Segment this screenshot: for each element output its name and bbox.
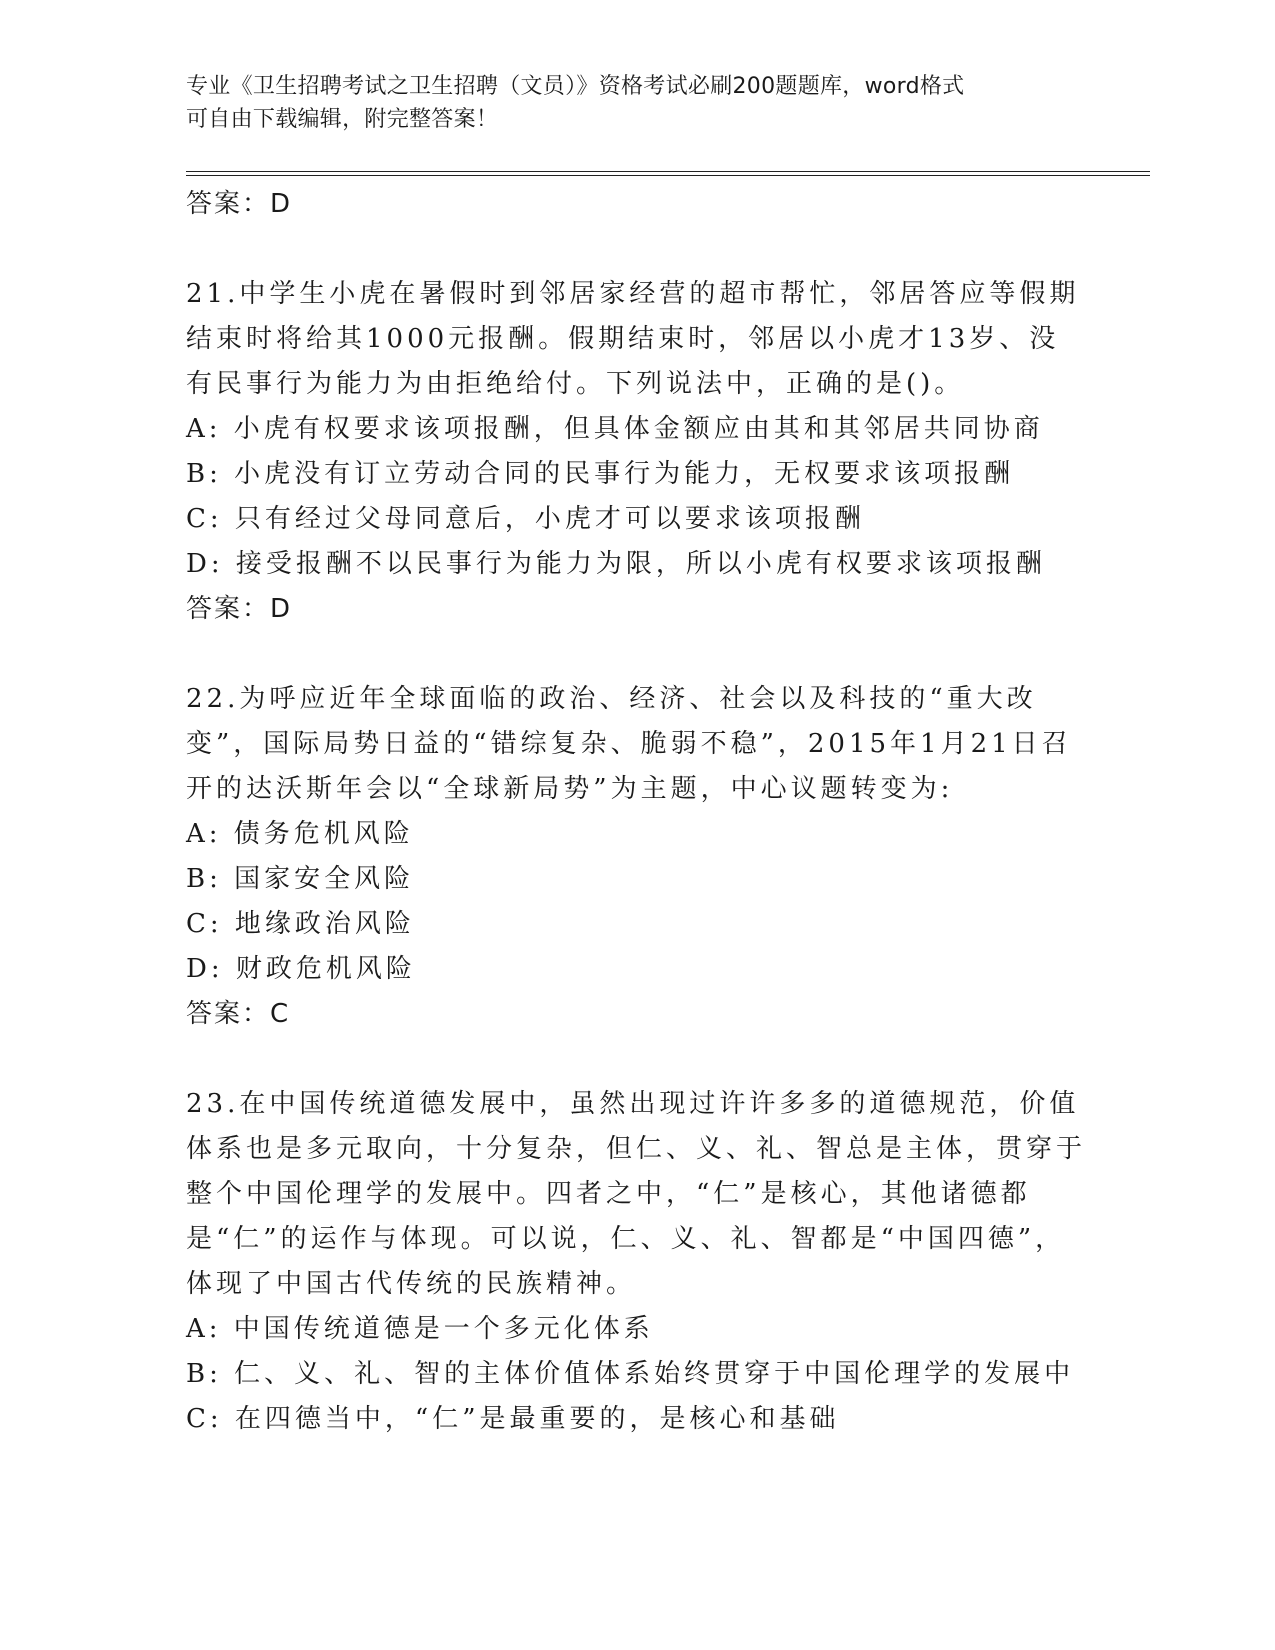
option-a: A: 债务危机风险 — [186, 819, 414, 849]
previous-answer: 答案：D — [186, 189, 293, 219]
document-header — [186, 70, 1066, 136]
question-21 — [186, 272, 1146, 632]
answer-line: 答案：C — [186, 999, 291, 1029]
option-c: C: 只有经过父母同意后，小虎才可以要求该项报酬 — [186, 504, 865, 534]
header-line-2: 可自由下载编辑，附完整答案！ — [186, 107, 499, 132]
question-23 — [186, 1082, 1146, 1442]
answer-line: 答案：D — [186, 594, 293, 624]
option-d: D: 接受报酬不以民事行为能力为限，所以小虎有权要求该项报酬 — [186, 549, 1046, 579]
header-line-1: 专业《卫生招聘考试之卫生招聘（文员）》资格考试必刷200题题库，word格式 — [186, 74, 965, 99]
question-22 — [186, 677, 1146, 1037]
option-a: A: 中国传统道德是一个多元化体系 — [186, 1314, 654, 1344]
header-divider — [186, 171, 1150, 176]
option-b: B: 国家安全风险 — [186, 864, 415, 894]
question-stem: 22.为呼应近年全球面临的政治、经济、社会以及科技的“重大改变”，国际局势日益的“错综复杂、脆弱不稳”，2015年1月21日召开的达沃斯年会以“全球新局势”为主题，中心议题转变为: — [186, 684, 1072, 804]
option-d: D: 财政危机风险 — [186, 954, 416, 984]
question-stem: 21.中学生小虎在暑假时到邻居家经营的超市帮忙，邻居答应等假期结束时将给其1000元报酬。假期结束时，邻居以小虎才13岁、没有民事行为能力为由拒绝给付。下列说法中，正确的是()。 — [186, 279, 1080, 399]
document-page — [186, 70, 1146, 1442]
option-b: B: 小虎没有订立劳动合同的民事行为能力，无权要求该项报酬 — [186, 459, 1015, 489]
question-stem: 23.在中国传统道德发展中，虽然出现过许许多多的道德规范，价值体系也是多元取向，十分复杂，但仁、义、礼、智总是主体，贯穿于整个中国伦理学的发展中。四者之中，“仁”是核心，其他诸德都是“仁”的运作与体现。可以说，仁、义、礼、智都是“中国四德”，体现了中国古代传统的民族精神。 — [186, 1089, 1087, 1299]
option-a: A: 小虎有权要求该项报酬，但具体金额应由其和其邻居共同协商 — [186, 414, 1044, 444]
option-c: C: 地缘政治风险 — [186, 909, 415, 939]
option-c: C: 在四德当中，“仁”是最重要的，是核心和基础 — [186, 1404, 840, 1434]
option-b: B: 仁、义、礼、智的主体价值体系始终贯穿于中国伦理学的发展中 — [186, 1359, 1075, 1389]
